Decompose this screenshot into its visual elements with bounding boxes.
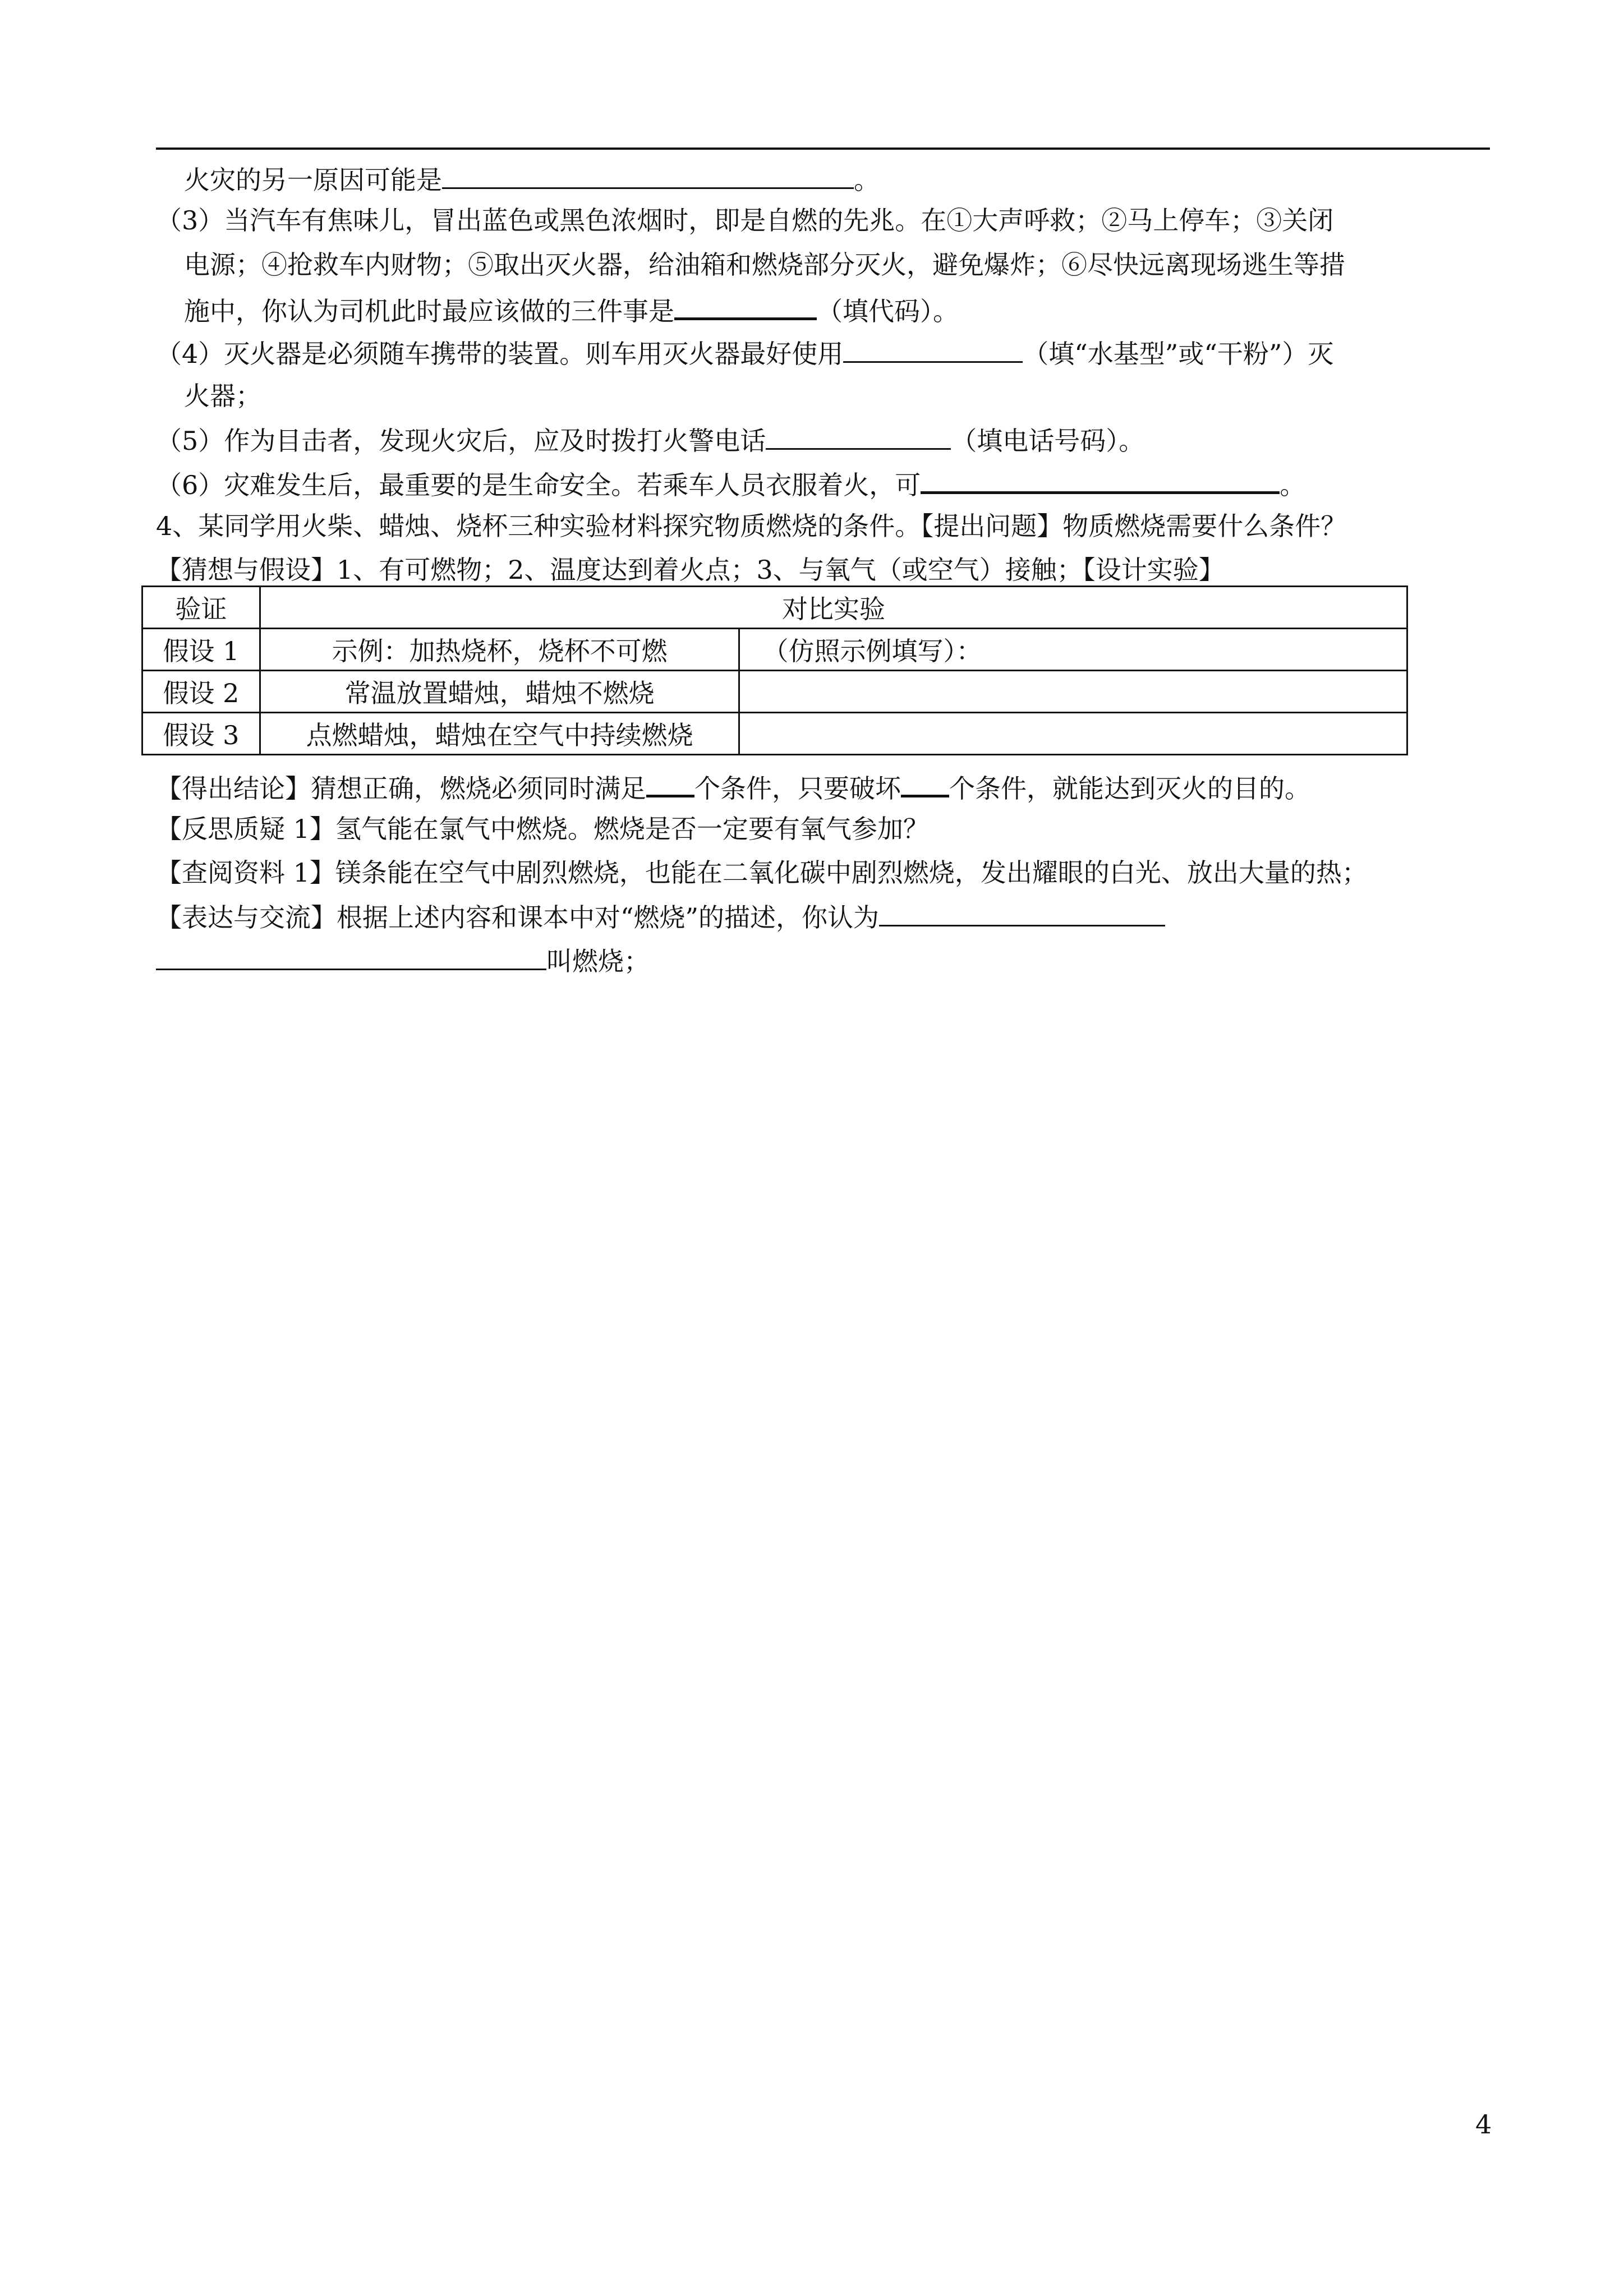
- answer-blank[interactable]: [442, 163, 854, 189]
- table-cell-example: 示例：加热烧杯，烧杯不可燃: [260, 629, 739, 671]
- answer-blank[interactable]: [674, 293, 817, 320]
- table-cell-answer[interactable]: [739, 671, 1407, 713]
- text-line-7: [156, 423, 1144, 457]
- text-fragment: 叫燃烧；: [546, 946, 650, 976]
- answer-blank[interactable]: [843, 336, 1023, 363]
- table-cell-label: 假设 1: [142, 629, 260, 671]
- text-line-1: [184, 163, 880, 196]
- answer-blank[interactable]: [901, 770, 949, 797]
- text-fragment: （6）灾难发生后，最重要的是生命安全。若乘车人员衣服着火，可: [156, 470, 921, 500]
- table-row: [142, 671, 1407, 713]
- text-line-8: [156, 467, 1305, 501]
- text-line-5: [156, 336, 1333, 370]
- text-fragment: 【表达与交流】根据上述内容和课本中对“燃烧”的描述，你认为: [156, 902, 880, 933]
- header-rule: [156, 147, 1490, 150]
- text-line-15: [156, 944, 650, 977]
- text-fragment: （填“水基型”或“干粉”）灭: [1023, 339, 1334, 369]
- table-cell-example: 常温放置蜡烛，蜡烛不燃烧: [260, 671, 739, 713]
- answer-blank[interactable]: [921, 467, 1280, 494]
- table-cell-answer[interactable]: [739, 713, 1407, 755]
- text-line-14: [156, 900, 1165, 933]
- text-fragment: 。: [1280, 470, 1306, 500]
- table-header-cell: 对比实验: [260, 587, 1407, 629]
- table-row: [142, 629, 1407, 671]
- table-cell-label: 假设 2: [142, 671, 260, 713]
- table-header-cell: 验证: [142, 587, 260, 629]
- text-fragment: 【得出结论】猜想正确，燃烧必须同时满足: [156, 773, 646, 804]
- answer-blank[interactable]: [646, 770, 694, 797]
- text-fragment: 施中，你认为司机此时最应该做的三件事是: [184, 296, 674, 326]
- text-fragment: （4）灭火器是必须随车携带的装置。则车用灭火器最好使用: [156, 339, 844, 369]
- text-fragment: 个条件，就能达到灭火的目的。: [949, 773, 1310, 804]
- text-line-4: [184, 293, 959, 327]
- text-line-11: [156, 770, 1310, 804]
- text-line-10: 【猜想与假设】1、有可燃物；2、温度达到着火点；3、与氧气（或空气）接触；【设计实验】: [156, 555, 1225, 585]
- text-line-6: 火器；: [184, 381, 261, 411]
- text-fragment: （填代码）。: [817, 296, 959, 326]
- page-number: 4: [1475, 2109, 1492, 2140]
- text-line-2: （3）当汽车有焦味儿，冒出蓝色或黑色浓烟时，即是自燃的先兆。在①大声呼救；②马上停车；③关闭: [156, 205, 1334, 236]
- experiment-table: [141, 585, 1408, 755]
- answer-blank[interactable]: [766, 423, 951, 450]
- table-row: [142, 713, 1407, 755]
- text-line-12: 【反思质疑 1】氢气能在氯气中燃烧。燃烧是否一定要有氧气参加？: [156, 814, 929, 844]
- table-cell-example: 点燃蜡烛，蜡烛在空气中持续燃烧: [260, 713, 739, 755]
- table-header-row: [142, 587, 1407, 629]
- text-fragment: 个条件，只要破坏: [694, 773, 901, 804]
- text-line-3: 电源；④抢救车内财物；⑤取出灭火器，给油箱和燃烧部分灭火，避免爆炸；⑥尽快远离现场逃生等措: [184, 250, 1345, 280]
- answer-blank[interactable]: [156, 944, 546, 970]
- text-line-13: 【查阅资料 1】镁条能在空气中剧烈燃烧，也能在二氧化碳中剧烈燃烧，发出耀眼的白光、放出大量的热；: [156, 857, 1368, 888]
- table-cell-answer[interactable]: （仿照示例填写）：: [739, 629, 1407, 671]
- answer-blank[interactable]: [879, 900, 1165, 926]
- text-line-9: 4、某同学用火柴、蜡烛、烧杯三种实验材料探究物质燃烧的条件。【提出问题】物质燃烧需要什么条件？: [156, 511, 1347, 541]
- text-fragment: 火灾的另一原因可能是: [184, 165, 442, 195]
- text-fragment: （填电话号码）。: [951, 426, 1145, 456]
- table-cell-label: 假设 3: [142, 713, 260, 755]
- text-fragment: 。: [854, 165, 880, 195]
- text-fragment: （5）作为目击者，发现火灾后，应及时拨打火警电话: [156, 426, 766, 456]
